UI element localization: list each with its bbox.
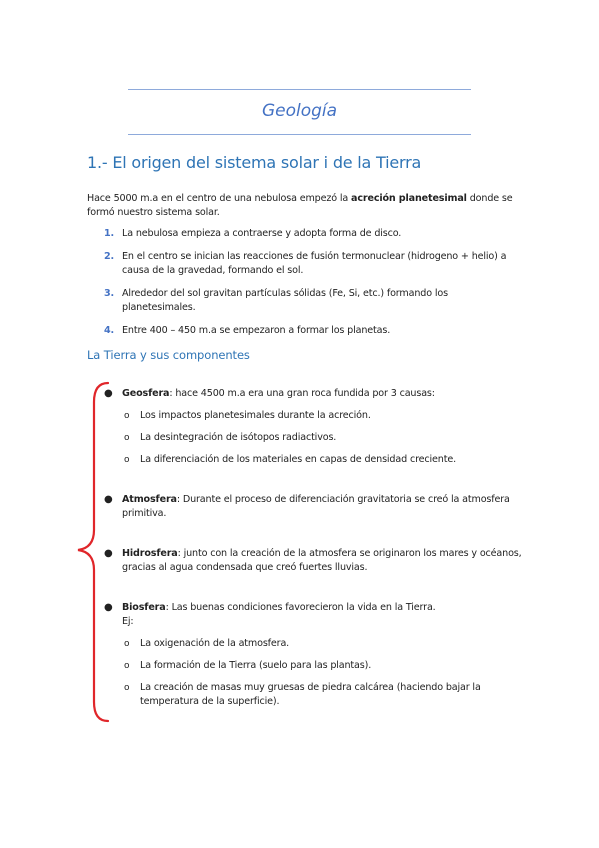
step-number: 3.: [104, 288, 115, 299]
title-rule-bottom: [128, 134, 471, 135]
section2-heading: La Tierra y sus componentes: [87, 348, 250, 362]
sub-item-text: La oxigenación de la atmosfera.: [140, 638, 290, 649]
component-name: Geosfera: [122, 388, 170, 399]
circle-outline-icon: o: [124, 683, 130, 693]
list-item-biosfera: [104, 601, 524, 629]
sub-list-item: [104, 637, 524, 651]
component-text: : Las buenas condiciones favorecieron la vida en la Tierra.: [165, 602, 436, 613]
section1-intro: [87, 192, 517, 220]
circle-outline-icon: o: [124, 433, 130, 443]
component-text: : junto con la creación de la atmosfera se originaron los mares y océanos, gracias al agua condensada que creó fuertes lluvias.: [122, 548, 522, 573]
bullet-dot-icon: ●: [104, 602, 113, 613]
sub-item-text: La formación de la Tierra (suelo para las plantas).: [140, 660, 372, 671]
circle-outline-icon: o: [124, 411, 130, 421]
step-number: 2.: [104, 251, 115, 262]
component-name: Hidrosfera: [122, 548, 178, 559]
sub-list-item: [104, 681, 524, 709]
step-text: Entre 400 – 450 m.a se empezaron a formar los planetas.: [122, 325, 391, 336]
sub-list-item: [104, 659, 524, 673]
title-rule-top: [128, 89, 471, 90]
numbered-step: [104, 227, 524, 241]
list-item-hidrosfera: [104, 547, 524, 575]
bullet-dot-icon: ●: [104, 494, 113, 505]
document-title: Geología: [261, 101, 338, 121]
numbered-step: [104, 324, 524, 338]
bullet-dot-icon: ●: [104, 388, 113, 399]
step-number: 4.: [104, 325, 115, 336]
step-number: 1.: [104, 228, 115, 239]
list-item-geosfera: [104, 387, 524, 401]
step-text: Alrededor del sol gravitan partículas sólidas (Fe, Si, etc.) formando los planetesimales.: [122, 288, 448, 313]
sub-item-text: Los impactos planetesimales durante la acreción.: [140, 410, 371, 421]
intro-text-after: donde se formó nuestro sistema solar.: [87, 193, 513, 218]
sub-item-text: La desintegración de isótopos radiactivos.: [140, 432, 337, 443]
intro-text-before: Hace 5000 m.a en el centro de una nebulosa empezó la: [87, 193, 352, 204]
section1-heading: 1.- El origen del sistema solar i de la Tierra: [87, 153, 422, 172]
biosfera-example-note: Ej:: [122, 616, 134, 627]
numbered-steps-list: [104, 227, 524, 338]
circle-outline-icon: o: [124, 639, 130, 649]
circle-outline-icon: o: [124, 661, 130, 671]
step-text: La nebulosa empieza a contraerse y adopta forma de disco.: [122, 228, 402, 239]
components-list: [104, 387, 524, 709]
numbered-step: [104, 287, 524, 315]
component-text: : Durante el proceso de diferenciación gravitatoria se creó la atmosfera primitiva.: [122, 494, 510, 519]
intro-bold-term: acreción planetesimal: [351, 193, 467, 204]
bullet-dot-icon: ●: [104, 548, 113, 559]
step-text: En el centro se inician las reacciones de fusión termonuclear (hidrogeno + helio) a causa de la gravedad, formando el sol.: [122, 251, 507, 276]
component-name: Atmosfera: [122, 494, 177, 505]
sub-item-text: La diferenciación de los materiales en capas de densidad creciente.: [140, 454, 456, 465]
sub-list-item: [104, 431, 524, 445]
numbered-step: [104, 250, 524, 278]
sub-list-item: [104, 453, 524, 467]
list-item-atmosfera: [104, 493, 524, 521]
component-text: : hace 4500 m.a era una gran roca fundida por 3 causas:: [169, 388, 435, 399]
component-name: Biosfera: [122, 602, 166, 613]
sub-item-text: La creación de masas muy gruesas de piedra calcárea (haciendo bajar la temperatura de la superficie).: [140, 682, 481, 707]
circle-outline-icon: o: [124, 455, 130, 465]
sub-list-item: [104, 409, 524, 423]
